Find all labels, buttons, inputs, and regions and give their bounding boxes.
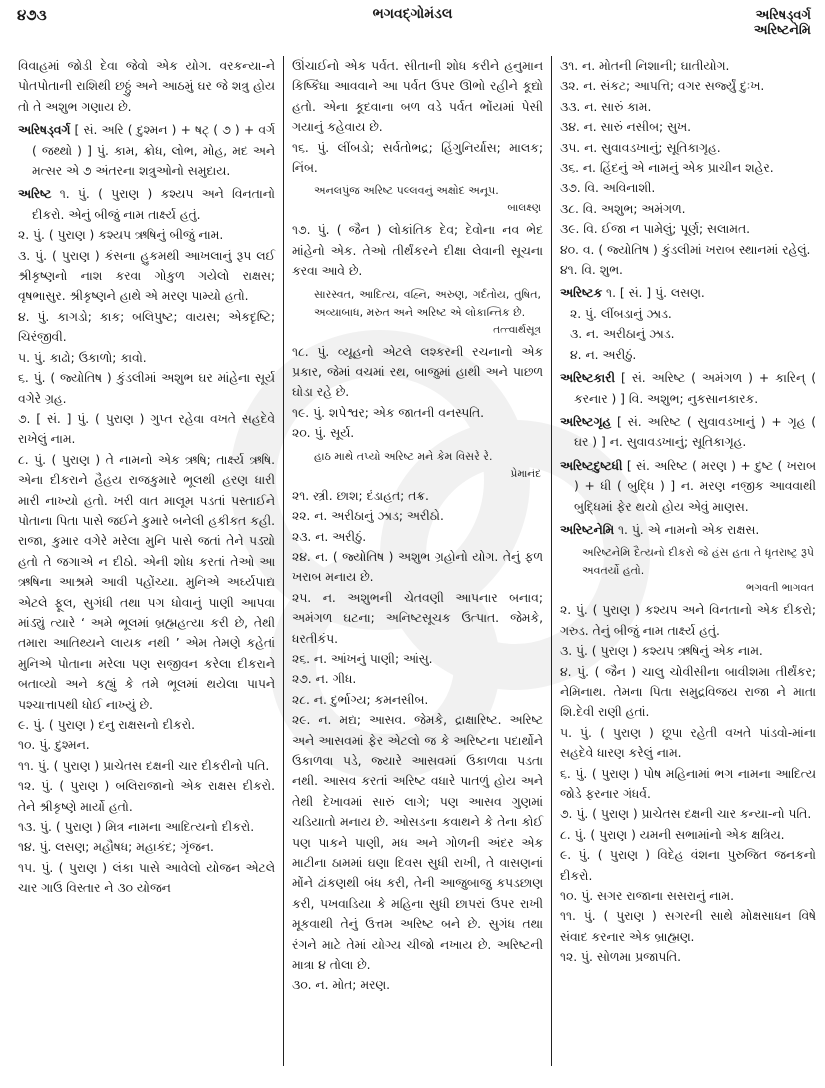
entry-definition: [ સં. અરિષ્ટ ( મરણ ) + દુષ્ટ ( ખરાબ ) + ધી ( બુદ્ધિ ) ] ન. મરણ નજીક આવવાથી બુદ્ધિમાં ફેર થયો હોય એવું માણસ. [574, 458, 816, 514]
column-middle [284, 56, 552, 1066]
dictionary-entry [560, 456, 816, 517]
sense-definition: ૧૨. પું. સોળમા પ્રજાપતિ. [560, 950, 682, 965]
sense-definition: ૩૮. વિ. અશુભ; અમંગળ. [560, 201, 686, 216]
sense-definition: ૩૨. ન. સંકટ; આપત્તિ; વગર સર્જ્યું દુઃખ. [560, 79, 765, 94]
sense-definition: ૯. પું. ( પુરાણ ) વિદેહ વંશના પુરુજિત જનકનો દીકરો. [560, 848, 816, 883]
dictionary-entry [560, 368, 816, 409]
sense-definition: ૧૩. પું. ( પુરાણ ) મિત્ર નામના આદિત્યનો દીકરો. [18, 820, 255, 835]
quotation-source: ભગવતી ભાગવત [745, 582, 814, 595]
guide-word-last: અરિષ્ટનેમિ [753, 23, 811, 38]
headword: અરિષ્ટદુષ્ટધી [560, 458, 623, 473]
sense-definition: ૧૯. પું. શપેશ્વર; એક જાતની વનસ્પતિ. [292, 405, 485, 420]
headword: અરિષ્ટનેમિ [560, 522, 615, 537]
column-left [16, 56, 284, 1066]
sense-definition: ૨૮. ન. દુર્ભાગ્ય; કમનસીબ. [292, 692, 429, 707]
sense-definition: ૧૮. પું. વ્યૂહનો એટલે લશ્કરની રચનાનો એક પ્રકાર, જેમાં વચમાં રથ, બાજુમાં હાથી અને પાછળ ઘોડા રહે છે. [292, 344, 543, 400]
sense-definition: ૨૦. પું. સૂર્ય. [292, 426, 355, 441]
entry-definition: ૧. પું. ( પુરાણ ) કશ્યપ અને વિનતાનો દીકરો. એનું બીજું નામ તાર્ક્ષ્ય હતું. [32, 187, 275, 222]
sense-definition: ૪૧. વિ. શુભ. [560, 263, 623, 278]
sense-definition: ૪. પું. કાગડો; કાક; બલિપુષ્ટ; વાયસ; એકદૃષ્ટિ; ચિરંજીવી. [18, 309, 275, 345]
sense-definition: ૧૫. પું. ( પુરાણ ) લંકા પાસે આવેલો યોજન એટલે ચાર ગાઉ વિસ્તાર ને ૩૦ યોજન [18, 860, 275, 896]
sense-definition: ૧૭. પું. ( જૈન ) લોકાંતિક દેવ; દેવોના નવ ભેદ માંહેનો એક. તેઓ તીર્થંકરને દીક્ષા લેવાની સૂચના કરવા આવે છે. [292, 223, 543, 279]
sense-definition: ૨. પું. ( પુરાણ ) કશ્યપ અને વિનતાનો એક દીકરો; ગરુડ. તેનું બીજું નામ તાર્ક્ષ્ય હતું. [560, 603, 816, 638]
quotation: અરિષ્ટનેમિ દૈત્યનો દીકરો જે હંસ હતા તે ધૃતરાષ્ટ્ર રૂપે અવતર્યો હતો. [582, 546, 814, 578]
entry-definition: [ સં. અરિષ્ટ ( સુવાવડખાનું ) + ગૃહ ( ઘર ) ] ન. સુવાવડખાનું; સૂતિકાગૃહ. [574, 414, 816, 450]
headword: અરિષ્ટકારી [560, 371, 616, 386]
dictionary-columns [16, 56, 816, 1086]
sense-definition: ૭. પું. ( પુરાણ ) પ્રાચેતસ દક્ષની ચાર કન્યા-નો પતિ. [560, 807, 812, 822]
quotation-source: પ્રેમાનંદ [510, 467, 541, 480]
sense-definition: ૬. પું. ( જ્યોતિષ ) કુંડલીમાં અશુભ ઘર માંહેના સૂર્ય વગેરે ગ્રહ. [18, 371, 275, 406]
sense-definition: ૮. પું. ( પુરાણ ) યમની સભામાંનો એક ક્ષત્રિય. [560, 827, 785, 842]
quotation: અનલપુંજ અરિષ્ટ પલ્લવનું અક્ષોદ અનૂપ. [314, 184, 499, 198]
sense-definition: ૯. પું. ( પુરાણ ) દનુ રાક્ષસનો દીકરો. [18, 718, 196, 732]
sense-definition: ૩૧. ન. મોતની નિશાની; ઘાતીયોગ. [560, 59, 730, 73]
sense-definition: ૨૭. ન. ગીધ. [292, 672, 357, 687]
headword: અરિષ્ટગૃહ [560, 414, 612, 429]
entry-continuation: ઊંચાઈનો એક પર્વત. સીતાની શોધ કરીને હનુમાન કિષ્કિંધા આવવાને આ પર્વત ઉપર ઊભો રહીને કૂદ્યો હતો. એના કૂદવાના બળ વડે પર્વત ભોંયમાં પેસી ગયાનું કહેવાય છે. [292, 59, 543, 135]
sense-definition: ૧૧. પું. ( પુરાણ ) પ્રાચેતસ દક્ષની ચાર દીકરીનો પતિ. [18, 758, 270, 773]
sense-definition: ૨૨. ન. અરીઠાનું ઝાડ; અરીઠો. [292, 509, 444, 524]
book-title: ભગવદ્ગોમંડલ [372, 6, 453, 22]
sense-definition: ૪. પું. ( જૈન ) ચાલુ ચોવીસીના બાવીશમા તીર્થંકર; નેમિનાથ. તેમના પિતા સમુદ્રવિજય રાજા ને માતા શિ.દેવી રાણી હતાં. [560, 664, 816, 720]
dictionary-entry [18, 120, 275, 181]
sense-definition: ૧૦. પું. સગર રાજાના સસરાનું નામ. [560, 889, 735, 904]
sense-definition: ૨૩. ન. અરીઠું. [292, 529, 367, 544]
sense-definition: ૨૫. ન. અશુભની ચેતવણી આપનાર બનાવ; અમંગળ ઘટના; અનિષ્ટસૂચક ઉત્પાત. જેમકે, ધરતીકંપ. [292, 590, 543, 646]
sense-definition: ૫. પું. કાઢો; ઉકાળો; કાવો. [18, 350, 147, 365]
quotation: હાઠ માથે તપ્યો અરિષ્ટ મને કેમ વિસરે રે. [314, 449, 493, 463]
headword: અરિષ્ટ [18, 187, 52, 202]
sense-definition: ૨૯. ન. મદ્ય; આસવ. જેમકે, દ્રાક્ષારિષ્ટ. અરિષ્ટ અને આસવમાં ફેર એટલો જ કે અરિષ્ટના પદાર્થોને ઉકાળવા પડે, જ્યારે આસવમાં ઉકાળવા પડતા નથી. આસવ કરતાં અરિષ્ટ વધારે પાતળું હોય અને તેથી દેખાવમાં સારું લાગે; પણ આસવ ગુણમાં ચડિયાતો મનાય છે. ઓસડના કવાથને કે તેના કોઈ પણ પાકને પાણી, મધ અને ગોળની અંદર એક માટીના ઠામમાં ઘણા દિવસ સુધી રાખી, તે વાસણનાં મોંને ઢાંકણથી બંધ કરી, તેની આજુબાજુ કપડછાણ કરી, પખવાડિયા કે મહિના સુધી છાપરાં ઉપર રાખી મૂકવાથી તેનું ઉત્તમ અરિષ્ટ બને છે. સુગંધ તથા રંગને માટે તેમાં યોગ્ય ચીજો નખાય છે. અરિષ્ટની માત્રા ૪ તોલા છે. [292, 713, 543, 973]
sense-definition: ૬. પું. ( પુરાણ ) પોષ મહિનામાં ભગ નામના આદિત્ય જોડે ફરનાર ગંધર્વ. [560, 766, 816, 801]
sense-definition: ૧૦. પું. દુશ્મન. [18, 738, 90, 753]
sense-definition: ૧૨. પું. ( પુરાણ ) બલિરાજાનો એક રાક્ષસ દીકરો. તેને શ્રીકૃષ્ણે માર્યો હતો. [18, 779, 275, 814]
sense-definition: ૩૦. ન. મોત; મરણ. [292, 978, 391, 993]
page-header [0, 0, 825, 54]
entry-definition: [ સં. અરિષ્ટ ( અમંગળ ) + કારિન્ ( કરનાર ) ] વિ. અશુભ; નુકસાનકારક. [574, 371, 816, 406]
sense-definition: ૫. પું. ( પુરાણ ) છૂપા રહેતી વખતે પાંડવો-માંના સહદેવે ધારણ કરેલું નામ. [560, 725, 816, 761]
entry-definition: ૧. [ સં. ] પું. લસણ. [602, 286, 705, 301]
dictionary-entry [18, 184, 275, 225]
sense-definition: ૩૩. ન. સારું કામ. [560, 99, 652, 114]
guide-word-first: અરિષડ્વર્ગ [755, 8, 811, 23]
sense-definition: ૨. પું. ( પુરાણ ) કશ્યપ ઋષિનું બીજું નામ. [18, 228, 224, 243]
sense-definition: ૩. પું. ( પુરાણ ) કશ્યપ ઋષિનું એક નામ. [560, 644, 763, 659]
sense-definition: ૨. પું. લીંબડાનું ઝાડ. [570, 306, 672, 321]
sense-definition: ૪૦. વ. ( જ્યોતિષ ) કુંડલીમાં ખરાબ સ્થાનમાં રહેલું. [560, 242, 811, 257]
quotation-source: તત્ત્વાર્થસૂત્ર [493, 323, 541, 336]
sense-definition: ૩૯. વિ. ઈજા ન પામેલું; પૂર્ણ; સલામત. [560, 222, 751, 237]
entry-definition: ૧. પું. એ નામનો એક રાક્ષસ. [614, 522, 760, 537]
sense-definition: ૨૪. ન. ( જ્યોતિષ ) અશુભ ગ્રહોનો યોગ. તેનું ફળ ખરાબ મનાય છે. [292, 549, 543, 585]
page-number: ૪૭૩ [17, 6, 47, 24]
sense-definition: ૩૫. ન. સુવાવડખાનું; સૂતિકાગૃહ. [560, 140, 721, 155]
quotation: સારસ્વત, આદિત્ય, વહ્નિ, અરુણ, ગર્દતોય, તુષિત, અવ્યાબાધ, મરુત અને અરિષ્ટ એ લોકાન્તિક છે. [314, 287, 541, 319]
dictionary-entry [560, 412, 816, 453]
quotation-source: બાલક્ષ્ણ [507, 202, 541, 215]
guide-words [754, 8, 811, 38]
sense-definition: ૮. પું. ( પુરાણ ) તે નામનો એક ઋષિ; તાર્ક્ષ્ય ઋષિ. એના દીકરાને હૈહય રાજકુમારે ભૂલથી હરણ ધારી મારી નાખ્યો હતો. ખરી વાત માલૂમ પડતાં પસ્તાઈને પોતાના પિતા પાસે જઈને કુમારે બનેલી હકીકત કહી. રાજા, કુમાર વગેરે મરેલા મુનિ પાસે જતાં તેને પડ્યો હતો તે જગાએ ન દીઠો. એની શોધ કરતાં તેઓ આ ઋષિના આશ્રમે આવી પહોંચ્યા. મુનિએ અર્ઘ્યપાદ્ય એટલે ફૂલ, સુગંધી તથા પગ ધોવાનું પાણી આપવા માંડ્યું ત્યારે ‘ અમે ભૂલમાં બ્રહ્મહત્યા કરી છે, તેથી તમારા આતિથ્યને લાયક નથી ’ એમ તેમણે કહેતાં મુનિએ પોતાના મરેલા પણ સજીવન કરેલા દીકરાને બતાવ્યો અને કહ્યું કે તમે ભૂલમાં થયેલા પાપને પશ્ચાત્તાપથી ધોઈ નાખ્યું છે. [18, 452, 275, 712]
sense-definition: ૩. ન. અરીઠાનું ઝાડ. [570, 327, 675, 342]
sense-definition: ૨૧. સ્ત્રી. છાશ; દંડાહત; તક્ર. [292, 488, 429, 503]
headword: અરિષડ્વર્ગ [18, 123, 71, 138]
column-right [552, 56, 816, 1066]
sense-definition: ૧૪. પું. લસણ; મહૌષધ; મહાકંદ; ગૃંજન. [18, 840, 214, 855]
sense-definition: ૨૬. ન. આંખનું પાણી; આંસુ. [292, 651, 433, 666]
entry-continuation: વિવાહમાં જોડી દેવા જેવો એક યોગ. વરકન્યા-ને પોતપોતાની રાશિથી છઠ્ઠું અને આઠમું ઘર જે શત્રુ હોય તો તે અશુભ ગણાય છે. [18, 59, 275, 114]
sense-definition: ૩. પું. ( પુરાણ ) કંસના હુકમથી આખલાનું રૂપ લઈ શ્રીકૃષ્ણનો નાશ કરવા ગોકુળ ગયેલો રાક્ષસ; વૃષભાસુર. શ્રીકૃષ્ણને હાથે એ મરણ પામ્યો હતો. [18, 248, 275, 304]
sense-definition: ૩૭. વિ. અવિનાશી. [560, 181, 656, 196]
headword: અરિષ્ટક [560, 286, 603, 301]
sense-definition: ૧૬. પું. લીંબડો; સર્વતોભદ્ર; હિંગુનિર્યાસ; માલક; નિંબ. [292, 140, 543, 176]
sense-definition: ૧૧. પું. ( પુરાણ ) સગરની સાથે મોક્ષસાધન વિષે સંવાદ કરનાર એક બ્રાહ્મણ. [560, 909, 816, 944]
sense-definition: ૭. [ સં. ] પું. ( પુરાણ ) ગુપ્ત રહેવા વખતે સહદેવે રાખેલું નામ. [18, 411, 275, 447]
sense-definition: ૩૪. ન. સારું નસીબ; સુખ. [560, 120, 692, 135]
dictionary-entry [560, 283, 816, 303]
entry-definition: [ સં. અરિ ( દુશ્મન ) + ષટ્ ( ૭ ) + વર્ગ ( જથ્થો ) ] પું. કામ, ક્રોધ, લોભ, મોહ, મદ અને મત્સર એ ૭ અંતરના શત્રુઓનો સમુદાય. [32, 123, 275, 179]
sense-definition: ૪. ન. અરીઠું. [570, 347, 637, 362]
sense-definition: ૩૬. ન. હિંદનું એ નામનું એક પ્રાચીન શહેર. [560, 161, 774, 176]
dictionary-entry [560, 520, 816, 540]
